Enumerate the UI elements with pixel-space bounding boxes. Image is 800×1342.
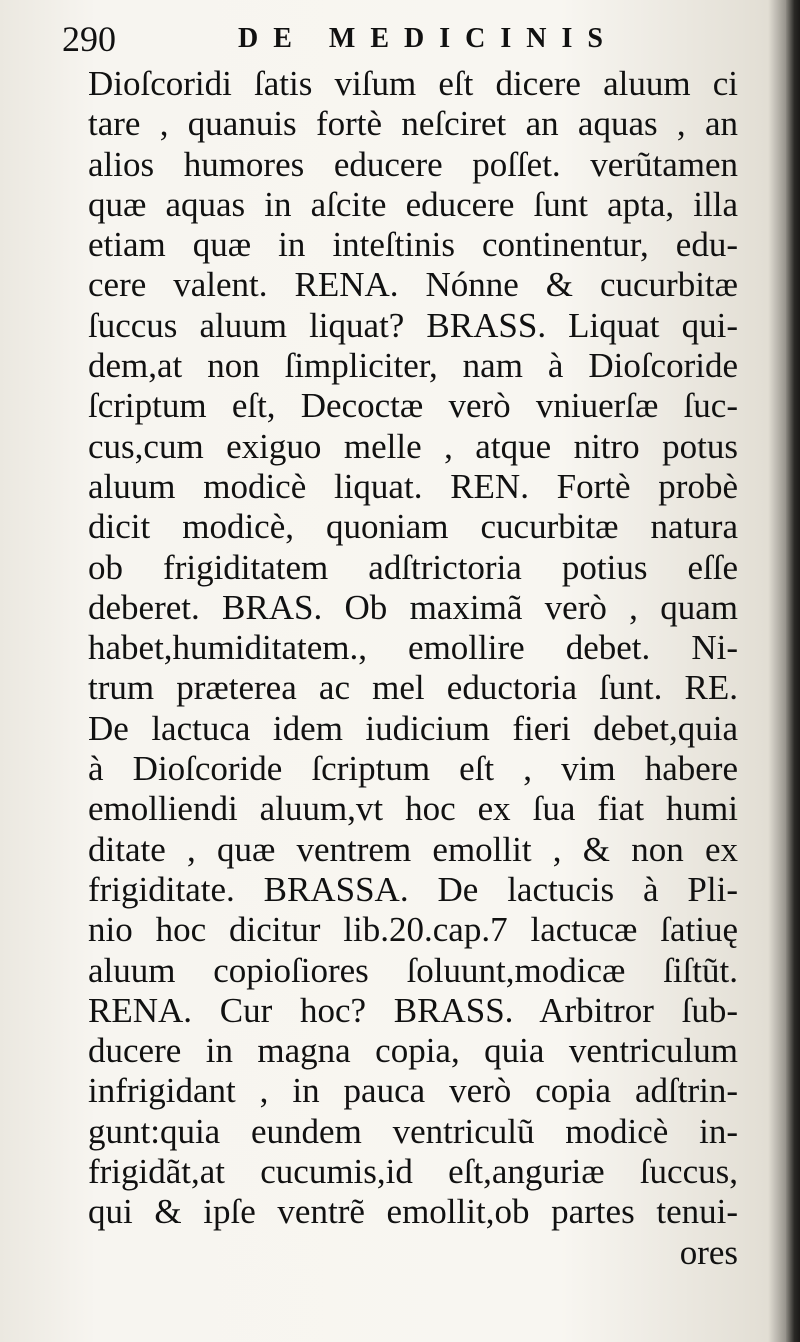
text-line: ſuccus aluum liquat? BRASS. Liquat qui- xyxy=(88,305,738,345)
text-line: alios humores educere poſſet. verũtamen xyxy=(88,144,738,184)
text-line: ob frigiditatem adſtrictoria potius eſſe xyxy=(88,547,738,587)
text-line: cere valent. RENA. Nónne & cucurbitæ xyxy=(88,265,738,305)
text-line: emolliendi aluum,vt hoc ex ſua fiat humi xyxy=(88,789,738,829)
catchword: ores xyxy=(679,1232,738,1272)
text-line: infrigidant , in pauca verò copia adſtrin- xyxy=(88,1071,738,1111)
text-line: à Dioſcoride ſcriptum eſt , vim habere xyxy=(88,749,738,789)
text-line: gunt:quia eundem ventriculũ modicè in- xyxy=(88,1111,738,1151)
text-line: ducere in magna copia, quia ventriculum xyxy=(88,1031,738,1071)
page-header xyxy=(62,14,622,64)
text-line: habet,humiditatem., emollire debet. Ni- xyxy=(88,628,738,668)
text-line: tare , quanuis fortè neſciret an aquas , an xyxy=(88,104,738,144)
running-title: DE MEDICINIS xyxy=(238,23,618,54)
text-line: quæ aquas in aſcite educere ſunt apta, illa xyxy=(88,184,738,224)
text-line: nio hoc dicitur lib.20.cap.7 lactucæ ſatiuę xyxy=(88,910,738,950)
text-line: deberet. BRAS. Ob maximã verò , quam xyxy=(88,587,738,627)
body-text xyxy=(88,64,738,1273)
text-line: etiam quæ in inteſtinis continentur, edu- xyxy=(88,225,738,265)
text-line: Dioſcoridi ſatis viſum eſt dicere aluum ci xyxy=(88,64,738,103)
text-line: ſcriptum eſt, Decoctæ verò vniuerſæ ſuc- xyxy=(88,386,738,426)
text-line: dicit modicè, quoniam cucurbitæ natura xyxy=(88,507,738,547)
text-line: cus,cum exiguo melle , atque nitro potus xyxy=(88,426,738,466)
text-line: aluum modicè liquat. REN. Fortè probè xyxy=(88,466,738,506)
text-line: qui & ipſe ventrẽ emollit,ob partes tenui- xyxy=(88,1192,738,1232)
page-number: 290 xyxy=(62,19,116,59)
text-line: ditate , quæ ventrem emollit , & non ex xyxy=(88,829,738,869)
text-line: frigidãt,at cucumis,id eſt,anguriæ ſuccus, xyxy=(88,1152,738,1192)
text-line: RENA. Cur hoc? BRASS. Arbitror ſub- xyxy=(88,990,738,1030)
text-line: aluum copioſiores ſoluunt,modicæ ſiſtũt. xyxy=(88,950,738,990)
text-line: De lactuca idem iudicium fieri debet,quia xyxy=(88,708,738,748)
text-line: dem,at non ſimpliciter, nam à Dioſcoride xyxy=(88,346,738,386)
text-line: trum præterea ac mel eductoria ſunt. RE. xyxy=(88,668,738,708)
page-gutter-shadow xyxy=(786,0,800,1342)
text-line: frigiditate. BRASSA. De lactucis à Pli- xyxy=(88,869,738,909)
